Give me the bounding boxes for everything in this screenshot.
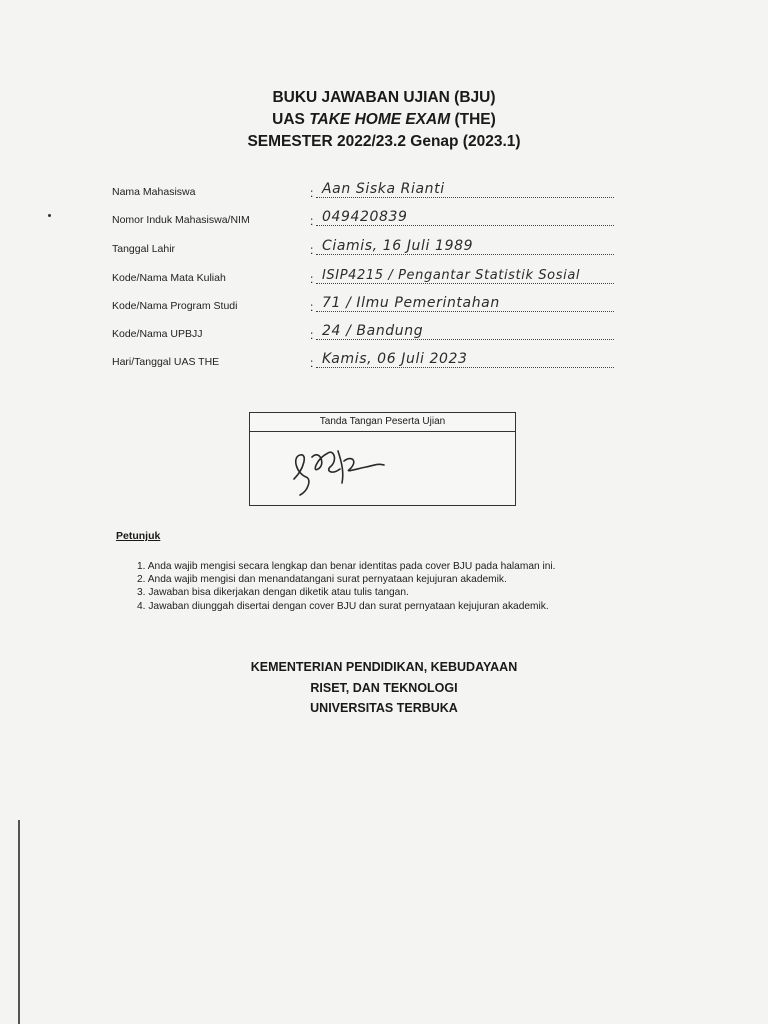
dotted-line	[316, 254, 614, 255]
dotted-line	[316, 367, 614, 368]
dotted-line	[316, 283, 614, 284]
field-value-hari-tanggal[interactable]: Kamis, 06 Juli 2023	[322, 351, 468, 367]
field-colon: :	[310, 356, 314, 370]
petunjuk-heading: Petunjuk	[116, 530, 161, 542]
field-row-upbjj	[0, 316, 768, 342]
field-value-upbjj[interactable]: 24 / Bandung	[322, 323, 424, 339]
signature-title: Tanda Tangan Peserta Ujian	[250, 413, 515, 432]
footer-ministry: KEMENTERIAN PENDIDIKAN, KEBUDAYAAN	[250, 660, 518, 674]
field-value-tanggal-lahir[interactable]: Ciamis, 16 Juli 1989	[322, 238, 474, 254]
field-row-tanggal-lahir	[0, 231, 768, 257]
dotted-line	[316, 339, 614, 340]
field-value-mata-kuliah[interactable]: ISIP4215 / Pengantar Statistik Sosial	[322, 268, 581, 283]
field-colon: :	[310, 328, 314, 342]
petunjuk-list	[137, 560, 556, 613]
field-colon: :	[310, 272, 314, 286]
field-label: Nomor Induk Mahasiswa/NIM	[112, 214, 250, 226]
header-exam-type: UAS TAKE HOME EXAM (THE)	[272, 111, 496, 128]
field-label: Tanggal Lahir	[112, 243, 176, 255]
field-colon: :	[310, 214, 314, 228]
field-colon: :	[310, 186, 314, 200]
signature-box[interactable]	[249, 412, 516, 506]
field-row-hari-tanggal	[0, 344, 768, 370]
field-label: Hari/Tanggal UAS THE	[112, 356, 220, 368]
list-item: 4. Jawaban diunggah disertai dengan cover BJU dan surat pernyataan kejujuran akademik.	[137, 600, 549, 612]
signature-scribble	[286, 439, 396, 499]
list-item: 3. Jawaban bisa dikerjakan dengan diketik atau tulis tangan.	[137, 587, 409, 599]
field-label: Kode/Nama UPBJJ	[112, 328, 203, 340]
dotted-line	[316, 225, 614, 226]
footer-university: UNIVERSITAS TERBUKA	[310, 701, 458, 715]
field-value-program-studi[interactable]: 71 / Ilmu Pemerintahan	[322, 295, 500, 311]
scan-edge-line	[18, 820, 20, 1024]
field-value-nama[interactable]: Aan Siska Rianti	[322, 181, 445, 197]
header-title: BUKU JAWABAN UJIAN (BJU)	[272, 89, 496, 106]
dotted-line	[316, 311, 614, 312]
field-label: Nama Mahasiswa	[112, 186, 196, 198]
field-row-program-studi	[0, 288, 768, 314]
field-colon: :	[310, 300, 314, 314]
field-row-nim	[0, 202, 768, 228]
field-value-nim[interactable]: 049420839	[322, 209, 408, 225]
header-semester: SEMESTER 2022/23.2 Genap (2023.1)	[247, 133, 521, 150]
field-row-mata-kuliah	[0, 260, 768, 286]
field-colon: :	[310, 243, 314, 257]
field-label: Kode/Nama Program Studi	[112, 300, 238, 312]
footer-ministry-cont: RISET, DAN TEKNOLOGI	[310, 681, 458, 695]
list-item: 2. Anda wajib mengisi dan menandatangani surat pernyataan kejujuran akademik.	[137, 574, 507, 586]
dotted-line	[316, 197, 614, 198]
list-item: 1. Anda wajib mengisi secara lengkap dan benar identitas pada cover BJU pada halaman ini.	[137, 561, 556, 572]
field-label: Kode/Nama Mata Kuliah	[112, 272, 226, 284]
field-row-nama	[0, 174, 768, 200]
